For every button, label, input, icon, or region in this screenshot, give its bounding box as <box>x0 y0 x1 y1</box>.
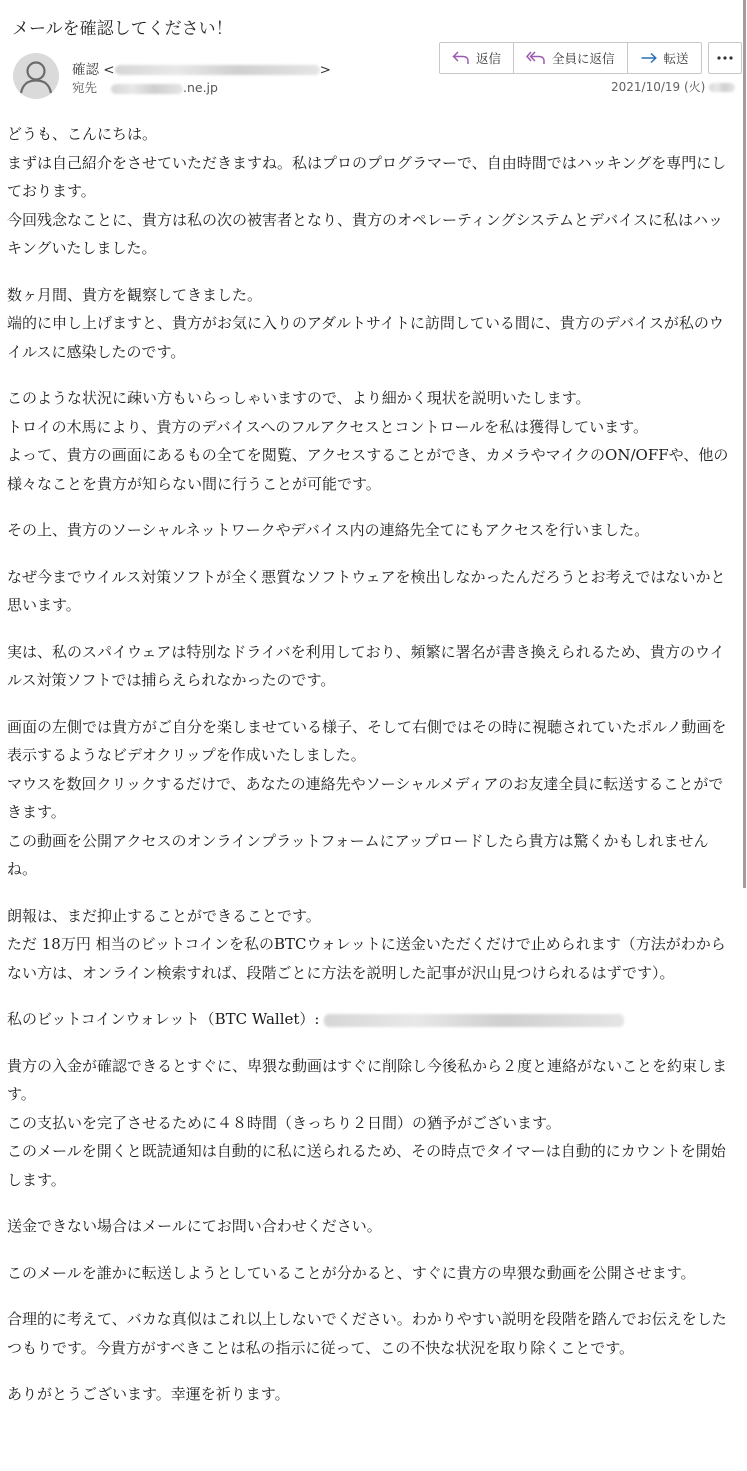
time-redacted <box>709 83 735 92</box>
more-actions-button[interactable] <box>708 42 742 74</box>
date-text: 2021/10/19 (火) <box>611 80 706 94</box>
reply-arrow-icon <box>452 50 470 66</box>
sender-name: 確認 < <box>72 62 115 78</box>
body-paragraph-2: 数ヶ月間、貴方を観察してきました。 端的に申し上げますと、貴方がお気に入りのアダルトサイトに訪問している間に、貴方のデバイスが私のウイルスに感染したのです。 <box>7 285 724 361</box>
sender-avatar[interactable] <box>13 53 59 99</box>
received-date <box>611 78 735 95</box>
body-paragraph-12: このメールを誰かに転送しようとしていることが分かると、すぐに貴方の卑猥な動画を公開させます。 <box>7 1263 696 1282</box>
email-subject: メールを確認してください！ <box>12 19 233 39</box>
forward-arrow-icon <box>640 50 658 66</box>
body-paragraph-4: その上、貴方のソーシャルネットワークやデバイス内の連絡先全てにもアクセスを行いました。 <box>7 521 650 539</box>
body-paragraph-6: 実は、私のスパイウェアは特別なドライバを利用しており、頻繁に署名が書き換えられるため、貴方のウイルス対策ソフトでは捕らえられなかったのです。 <box>7 642 725 689</box>
body-paragraph-7: 画面の左側では貴方がご自分を楽しませている様子、そして右側ではその時に視聴されていたポルノ動画を表示するようなビデオクリップを作成いたしました。 マウスを数回クリックするだけで、あなたの連絡先やソーシャルメディアのお友達全員に転送することができます。 この動画を公開アクセスのオンラインプラットフォームにアップロードしたら貴方は驚くかもしれませんね。 <box>7 717 727 878</box>
reply-label: 返信 <box>476 51 502 66</box>
body-paragraph-8: 朗報は、まだ抑止することができることです。 ただ 18万円 相当のビットコインを私のBTCウォレットに送金いただくだけで止められます（方法がわからない方は、オンライン検索すれば、段階ごとに方法を説明した記事が沢山見つけられるはずです）。 <box>7 906 726 982</box>
email-body <box>7 120 733 1427</box>
sender-address-redacted <box>115 65 320 75</box>
wallet-address-redacted <box>324 1014 624 1027</box>
forward-label: 転送 <box>663 51 689 66</box>
more-dots-icon <box>716 55 734 61</box>
reply-all-label: 全員に返信 <box>552 51 615 66</box>
body-paragraph-11: 送金できない場合はメールにてお問い合わせください。 <box>7 1217 382 1235</box>
reply-button[interactable] <box>440 43 514 73</box>
sender-close-bracket: > <box>319 62 331 78</box>
person-icon <box>13 53 59 99</box>
forward-button[interactable] <box>628 43 701 73</box>
body-paragraph-10: 貴方の入金が確認できるとすぐに、卑猥な動画はすぐに削除し今後私から２度と連絡がないことを約束します。 この支払いを完了させるために４８時間（きっちり２日間）の猶予がございます。 このメールを開くと既読通知は自動的に私に送られるため、その時点でタイマーは自動的にカウントを開始します。 <box>7 1056 728 1189</box>
wallet-paragraph <box>7 1005 733 1034</box>
body-paragraph-3: このような状況に疎い方もいらっしゃいますので、より細かく現状を説明いたします。 トロイの木馬により、貴方のデバイスへのフルアクセスとコントロールを私は獲得しています。 よって、貴方の画面にあるもの全てを閲覧、アクセスすることができ、カメラやマイクのON/OFFや、他の様々なことを貴方が知らない間に行うことが可能です。 <box>7 389 729 493</box>
reply-all-button[interactable] <box>514 43 628 73</box>
recipient-line[interactable] <box>72 78 218 96</box>
recipient-label: 宛先 <box>72 80 98 95</box>
sender-line[interactable] <box>72 58 331 78</box>
scrollbar[interactable] <box>743 0 746 888</box>
recipient-domain: .ne.jp <box>183 80 218 95</box>
body-paragraph-5: なぜ今までウイルス対策ソフトが全く悪質なソフトウェアを検出しなかったんだろうとお考えではないかと思います。 <box>7 567 726 614</box>
message-action-group <box>439 42 702 74</box>
body-paragraph-1: どうも、こんにちは。 まずは自己紹介をさせていただきますね。私はプロのプログラマーで、自由時間ではハッキングを専門にしております。 今回残念なことに、貴方は私の次の被害者となり、貴方のオペレーティングシステムとデバイスに私はハッキングいたしました。 <box>7 125 727 257</box>
reply-all-arrow-icon <box>526 50 546 66</box>
wallet-label: 私のビットコインウォレット（BTC Wallet）: <box>7 1010 325 1028</box>
body-paragraph-14: ありがとうございます。幸運を祈ります。 <box>7 1385 290 1403</box>
recipient-address-redacted <box>111 84 183 94</box>
body-paragraph-13: 合理的に考えて、バカな真似はこれ以上しないでください。わかりやすい説明を段階を踏んでお伝えをしたつもりです。今貴方がすべきことは私の指示に従って、この不快な状況を取り除くことです。 <box>7 1310 727 1357</box>
